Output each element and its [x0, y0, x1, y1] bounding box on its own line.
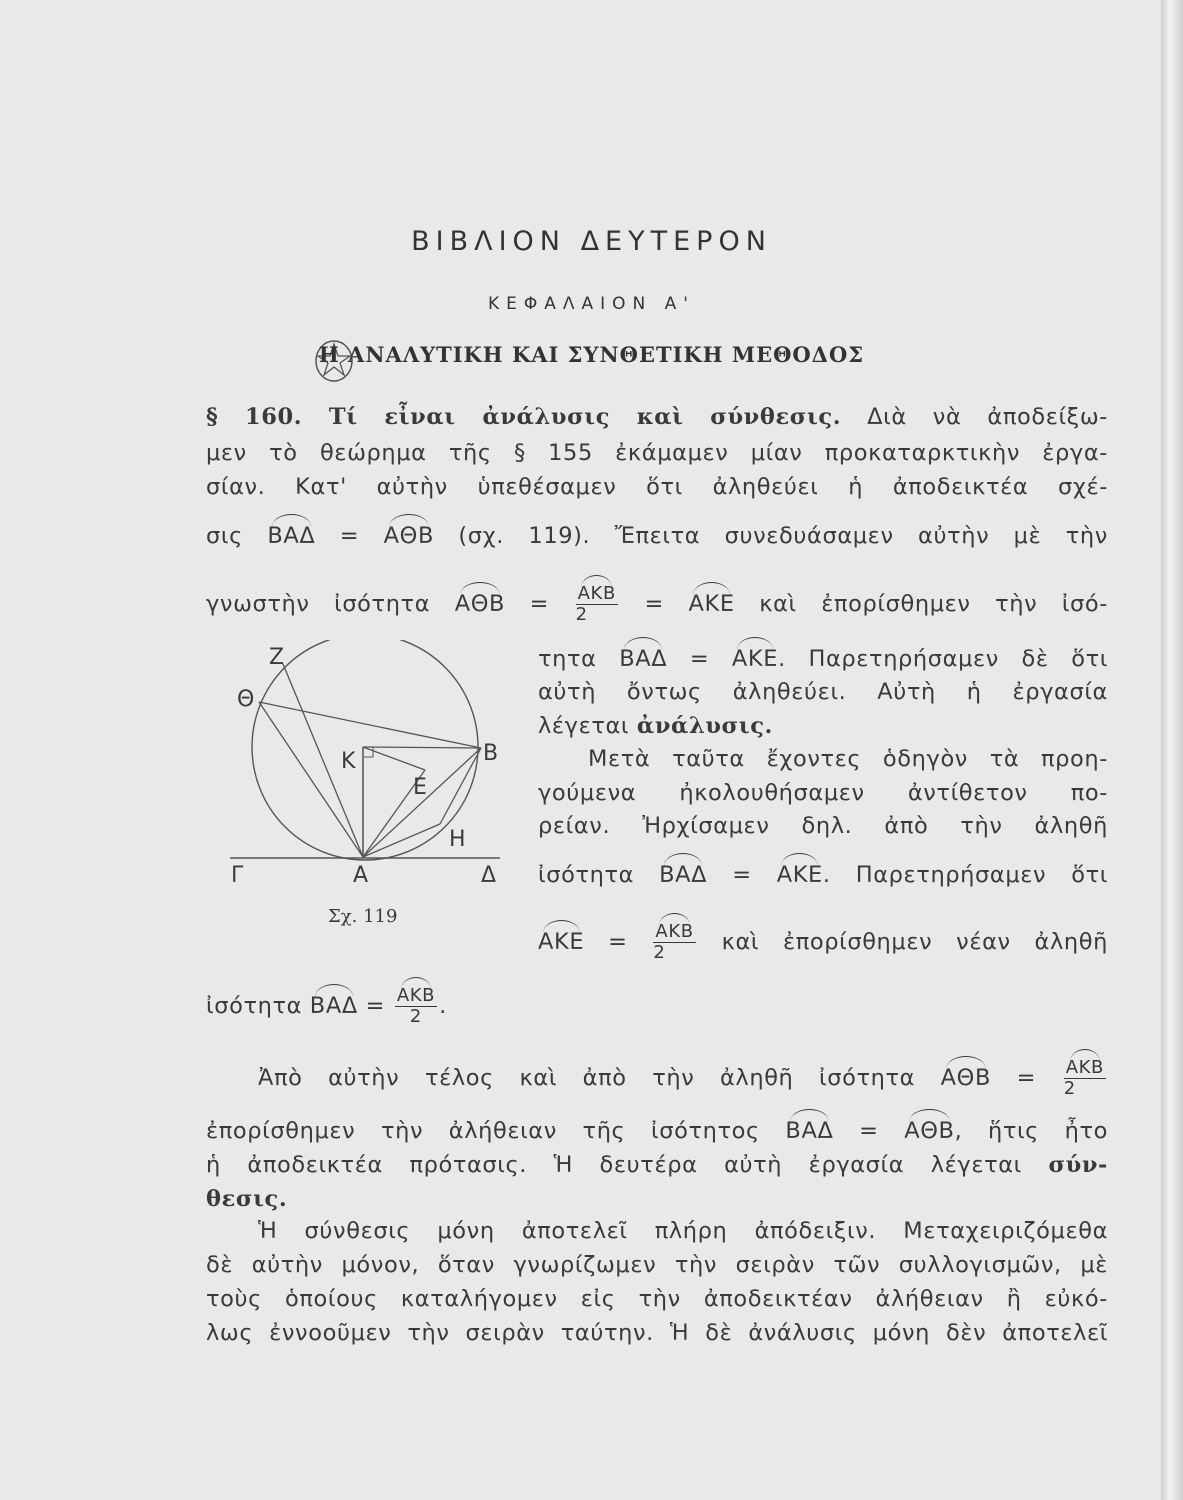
right-line4: Μετὰ ταῦτα ἔχοντες ὁδηγὸν τὰ προη- [588, 746, 1108, 772]
para2-line3: ἡ ἀποδεικτέα πρότασις. Ἡ δευτέρα αὐτὴ ἐργασία λέγεται σύν- [206, 1152, 1108, 1178]
para3-line3: τοὺς ὁποίους καταλήγομεν εἰς τὴν ἀποδεικτέαν ἀλήθειαν ἢ εὐκό- [206, 1286, 1108, 1312]
angle-atb: ΑΘΒ [383, 523, 434, 549]
para160-line2: μεν τὸ θεώρημα τῆς § 155 ἐκάμαμεν μίαν προκαταρκτικὴν ἐργα- [206, 440, 1108, 466]
angle-bad: ΒΑΔ [267, 523, 316, 549]
para3-line1: Ἡ σύνθεσις μόνη ἀποτελεῖ πλήρη ἀπόδειξιν. Μεταχειριζόμεθα [258, 1218, 1108, 1244]
figure-caption: Σχ. 119 [328, 906, 398, 927]
chapter-title: ΚΕΦΑΛΑΙΟΝ Α' [488, 294, 695, 314]
label-e: E [413, 775, 427, 800]
label-h: H [449, 827, 466, 852]
para160-line6: ἰσότητα ΒΑΔ = $\frac{\text{ΑΚΒ}}{2}$ . [206, 985, 447, 1027]
section-title: Η ΑΝΑΛΥΤΙΚΗ ΚΑΙ ΣΥΝΘΕΤΙΚΗ ΜΕΘΟΔΟΣ [318, 342, 865, 367]
para160-line1: § 160. Τί εἶναι ἀνάλυσις καὶ σύνθεσις. Διὰ νὰ ἀποδείξω- [206, 404, 1108, 430]
para3-line4: λως ἐννοοῦμεν τὴν σειρὰν ταύτην. Ἡ δὲ ἀνάλυσις μόνη δὲν ἀποτελεῖ [206, 1320, 1108, 1346]
label-z: Z [269, 645, 285, 670]
right-line6: ρείαν. Ἠρχίσαμεν δηλ. ἀπὸ τὴν ἀληθῆ [538, 813, 1108, 839]
page-edge [1161, 0, 1183, 1500]
right-line1: τητα ΒΑΔ = ΑΚΕ. Παρετηρήσαμεν δὲ ὅτι [538, 646, 1108, 672]
label-a: A [353, 863, 369, 888]
right-line5: γούμενα ἠκολουθήσαμεν ἀντίθετον πο- [538, 780, 1108, 806]
right-line2: αὐτὴ ὄντως ἀληθεύει. Αὐτὴ ἡ ἐργασία [538, 679, 1108, 705]
label-b: B [483, 741, 499, 766]
section-heading: § 160. Τί εἶναι ἀνάλυσις καὶ σύνθεσις. [206, 404, 842, 430]
para160-line3: σίαν. Κατ' αὐτὴν ὑπεθέσαμεν ὅτι ἀληθεύει ἡ ἀποδεικτέα σχέ- [206, 474, 1108, 500]
term-analysis: ἀνάλυσις. [636, 713, 773, 739]
right-line8: ΑΚΕ = $\frac{\text{ΑΚΒ}}{2}$ καὶ ἐπορίσθημεν νέαν ἀληθῆ [538, 921, 1108, 963]
book-title: ΒΙΒΛΙΟΝ ΔΕΥΤΕΡΟΝ [411, 226, 772, 257]
label-delta: Δ [481, 863, 497, 888]
right-line7: ἰσότητα ΒΑΔ = ΑΚΕ. Παρετηρήσαμεν ὅτι [538, 862, 1108, 888]
para2-line2: ἐπορίσθημεν τὴν ἀλήθειαν τῆς ἰσότητος ΒΑΔ = ΑΘΒ, ἥτις ἦτο [206, 1118, 1108, 1144]
para2-line1: Ἀπὸ αὐτὴν τέλος καὶ ἀπὸ τὴν ἀληθῆ ἰσότητα ΑΘΒ = $\frac{\text{ΑΚΒ}}{2}$ [258, 1057, 1104, 1099]
para3-line2: δὲ αὐτὴν μόνον, ὅταν γνωρίζωμεν τὴν σειρὰν τῶν συλλογισμῶν, μὲ [206, 1252, 1108, 1278]
label-gamma: Γ [231, 863, 244, 888]
geometry-figure [225, 640, 515, 900]
label-k: K [341, 749, 356, 774]
label-theta: Θ [237, 687, 255, 712]
term-synthesis: σύν- [1048, 1152, 1108, 1178]
right-line3: λέγεται ἀνάλυσις. [538, 713, 773, 739]
para2-line4: θεσις. [206, 1186, 288, 1212]
fraction-akb-2: $\frac{\text{ΑΚΒ}}{2}$ [575, 583, 616, 625]
para160-line5: γνωστὴν ἰσότητα ΑΘΒ = $\frac{\text{ΑΚΒ}}{2}$ = ΑΚΕ καὶ ἐπορίσθημεν τὴν ἰσό- [206, 583, 1109, 625]
para160-line4: σις ΒΑΔ = ΑΘΒ (σχ. 119). Ἔπειτα συνεδυάσαμεν αὐτὴν μὲ τὴν [206, 523, 1108, 549]
